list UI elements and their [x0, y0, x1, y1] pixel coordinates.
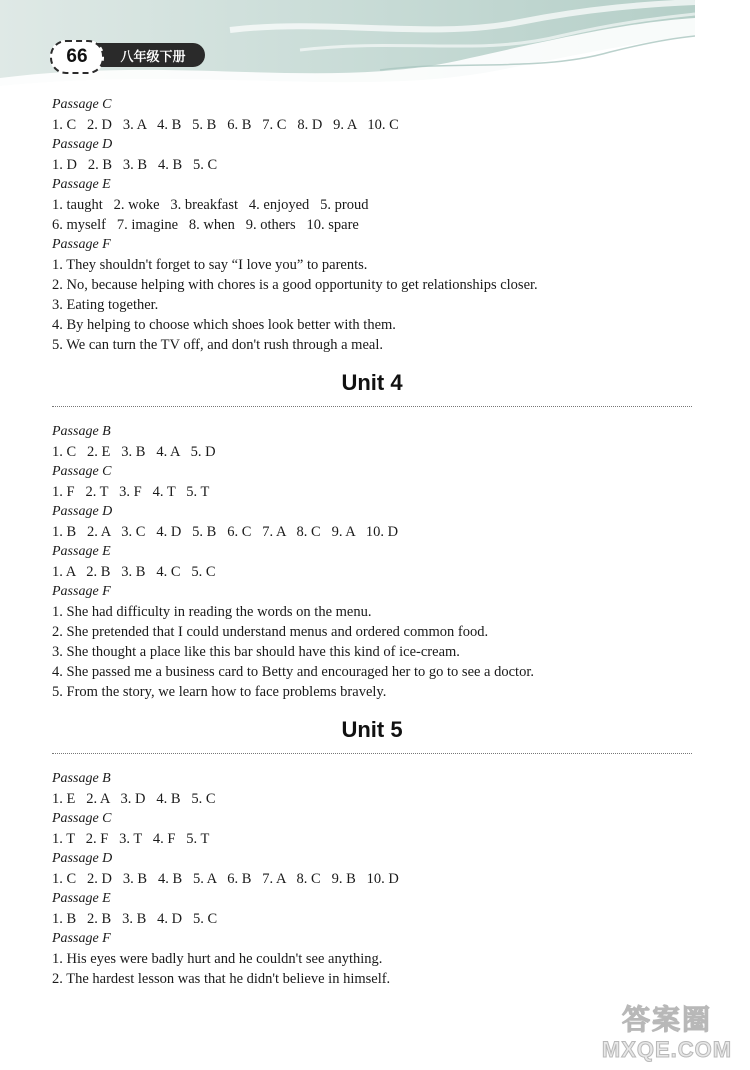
answer-line: 1. His eyes were badly hurt and he couldn't see anything.	[52, 951, 383, 967]
answer-line: 4. She passed me a business card to Betty and encouraged her to go to see a doctor.	[52, 664, 534, 680]
watermark-en: MXQE.COM	[601, 1037, 733, 1062]
dotted-divider	[52, 406, 692, 407]
answer-line: 1. C 2. D 3. B 4. B 5. A 6. B 7. A 8. C 9. B 10. D	[52, 871, 399, 887]
passage-label: Passage C	[52, 97, 112, 112]
answer-line: 1. B 2. B 3. B 4. D 5. C	[52, 911, 218, 927]
answer-line: 1. B 2. A 3. C 4. D 5. B 6. C 7. A 8. C 9. A 10. D	[52, 524, 399, 540]
passage-label: Passage F	[52, 931, 111, 946]
answer-line: 1. T 2. F 3. T 4. F 5. T	[52, 831, 210, 847]
passage-label: Passage E	[52, 177, 111, 192]
answer-line: 2. She pretended that I could understand menus and ordered common food.	[52, 624, 489, 640]
passage-label: Passage D	[52, 504, 113, 519]
answer-line: 1. D 2. B 3. B 4. B 5. C	[52, 157, 218, 173]
page-number: 66	[50, 40, 104, 74]
answer-line: 3. Eating together.	[52, 297, 159, 313]
passage-label: Passage E	[52, 891, 111, 906]
answer-line: 4. By helping to choose which shoes look better with them.	[52, 317, 396, 333]
answer-line: 1. She had difficulty in reading the words on the menu.	[52, 604, 372, 620]
answer-line: 6. myself 7. imagine 8. when 9. others 10. spare	[52, 217, 359, 233]
answer-key-content	[52, 95, 692, 989]
dotted-divider	[52, 753, 692, 754]
answer-line: 1. taught 2. woke 3. breakfast 4. enjoyed 5. proud	[52, 197, 369, 213]
passage-label: Passage B	[52, 424, 111, 439]
unit-header	[52, 702, 692, 769]
answer-line: 1. C 2. E 3. B 4. A 5. D	[52, 444, 216, 460]
answer-line: 3. She thought a place like this bar should have this kind of ice-cream.	[52, 644, 460, 660]
passage-label: Passage E	[52, 544, 111, 559]
answer-line: 1. A 2. B 3. B 4. C 5. C	[52, 564, 216, 580]
grade-label: 八年级下册	[93, 43, 205, 67]
watermark-cn: 答案圈	[621, 1003, 712, 1036]
answer-line: 5. From the story, we learn how to face problems bravely.	[52, 684, 387, 700]
passage-label: Passage F	[52, 237, 111, 252]
watermark-logo	[592, 998, 742, 1062]
passage-label: Passage F	[52, 584, 111, 599]
answer-line: 1. They shouldn't forget to say “I love you” to parents.	[52, 257, 368, 273]
passage-label: Passage D	[52, 851, 113, 866]
answer-line: 1. F 2. T 3. F 4. T 5. T	[52, 484, 210, 500]
passage-label: Passage B	[52, 771, 111, 786]
answer-line: 5. We can turn the TV off, and don't rush through a meal.	[52, 337, 383, 353]
passage-label: Passage C	[52, 811, 112, 826]
answer-line: 1. C 2. D 3. A 4. B 5. B 6. B 7. C 8. D 9. A 10. C	[52, 117, 399, 133]
passage-label: Passage D	[52, 137, 113, 152]
passage-label: Passage C	[52, 464, 112, 479]
unit-title: Unit 5	[341, 717, 403, 742]
answer-line: 1. E 2. A 3. D 4. B 5. C	[52, 791, 216, 807]
answer-line: 2. No, because helping with chores is a good opportunity to get relationships closer.	[52, 277, 538, 293]
unit-header	[52, 355, 692, 422]
answer-line: 2. The hardest lesson was that he didn't believe in himself.	[52, 971, 391, 987]
unit-title: Unit 4	[341, 370, 403, 395]
